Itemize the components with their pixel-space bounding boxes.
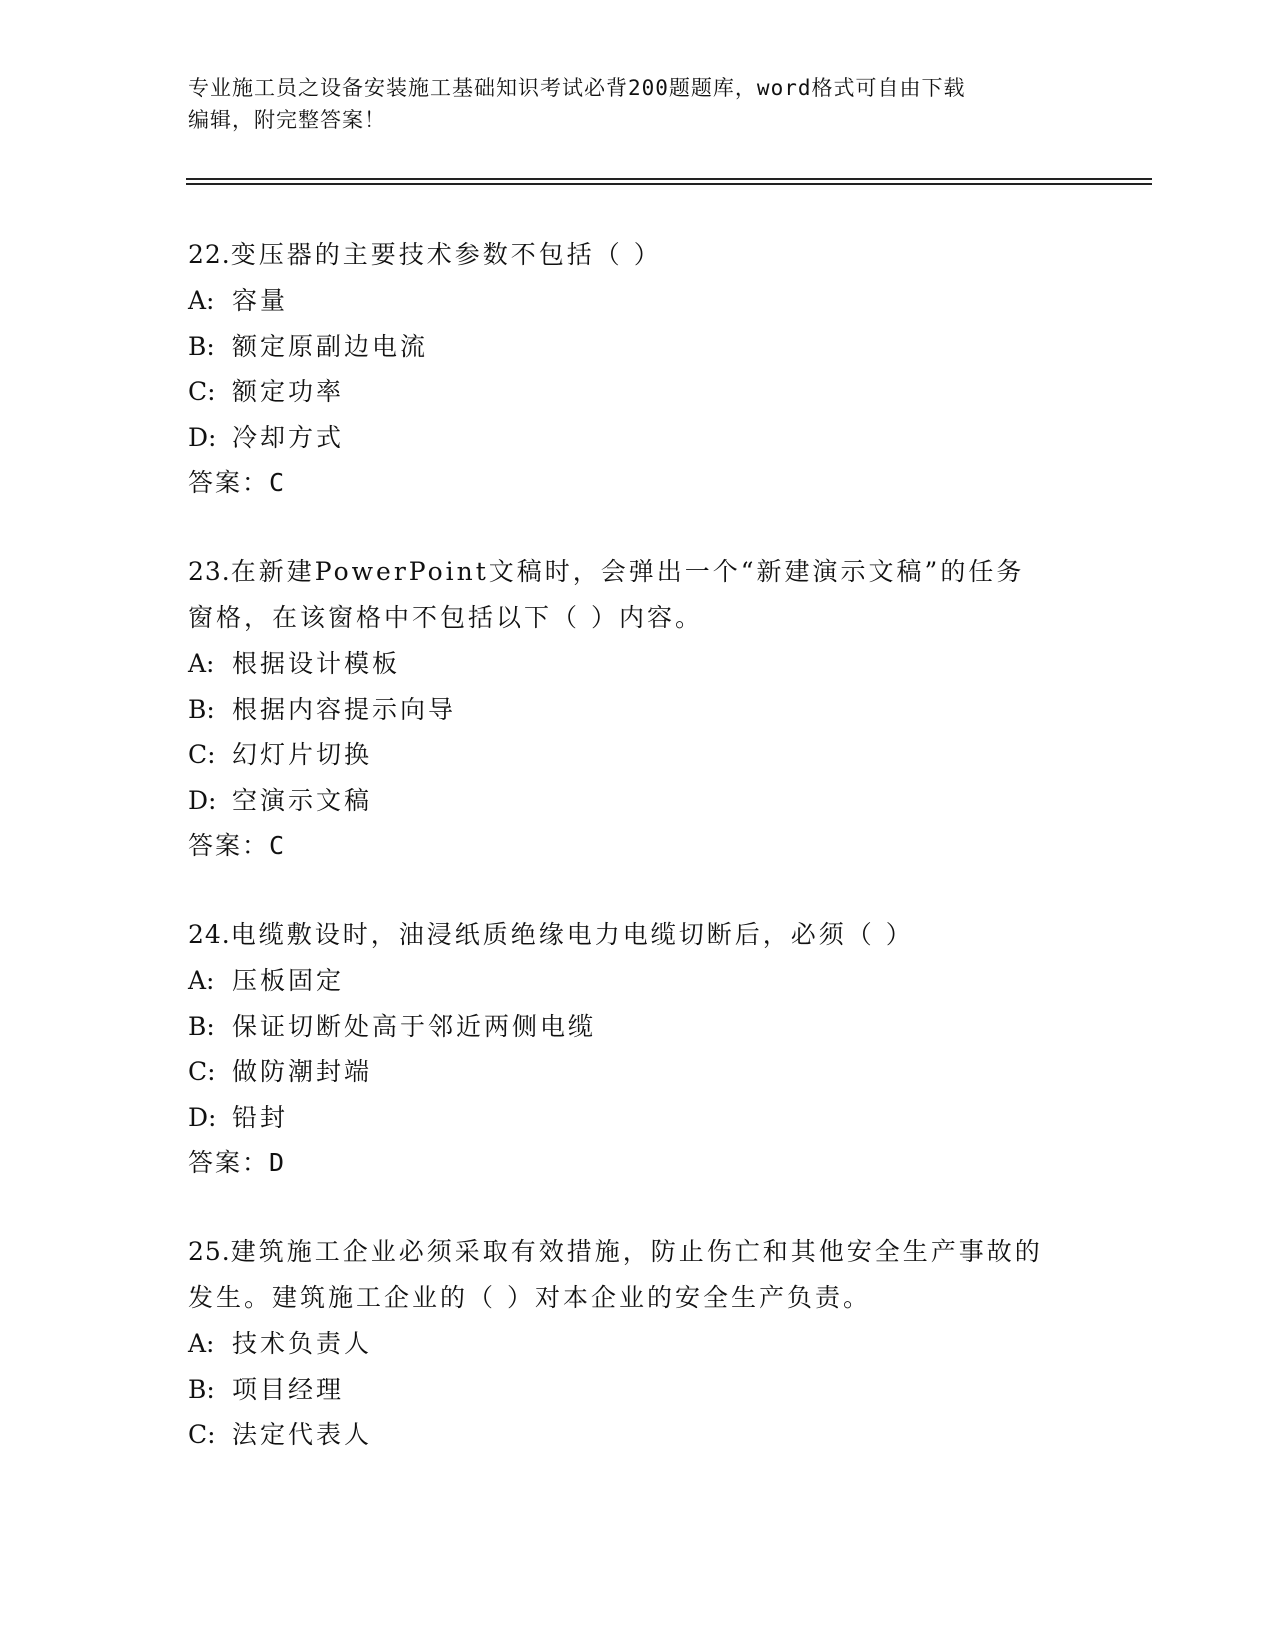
option-item [188,732,1088,778]
option-item [188,369,1088,415]
question-item [188,549,1088,868]
option-text: 法定代表人 [232,1420,373,1449]
question-stem-text: 建筑施工企业必须采取有效措施，防止伤亡和其他安全生产事故的 [230,1237,1043,1266]
question-item [188,1229,1088,1458]
option-text: 根据内容提示向导 [232,694,457,724]
question-item [188,912,1088,1185]
answer-value: D [269,1148,287,1177]
answer-line [188,823,1088,868]
option-text: 冷却方式 [232,422,345,452]
question-stem-line [188,595,1088,641]
header-line-1: 专业施工员之设备安装施工基础知识考试必背200题题库，word格式可自由下载 [188,76,966,100]
option-item [188,641,1088,687]
option-text: 空演示文稿 [232,785,373,815]
option-text: 容量 [232,286,289,315]
option-text: 额定功率 [232,377,345,406]
option-item [188,1095,1088,1141]
question-item [188,232,1088,505]
question-stem-line [188,1229,1088,1275]
question-stem-text: 在新建PowerPoint文稿时，会弹出一个“新建演示文稿”的任务 [230,557,1025,586]
question-stem-line [188,232,1088,278]
option-item [188,278,1088,324]
option-item [188,1412,1088,1458]
option-text: 铅封 [232,1102,289,1132]
option-item [188,1367,1088,1413]
header-divider-top [186,178,1152,180]
answer-value: C [269,468,287,497]
option-letter: D: [188,422,217,452]
option-letter: B: [188,1374,215,1404]
option-letter: D: [188,785,217,815]
option-letter: B: [188,1011,215,1041]
option-text: 项目经理 [232,1374,345,1404]
option-letter: C: [188,377,216,406]
question-stem-text: 电缆敷设时，油浸纸质绝缘电力电缆切断后，必须（ ） [230,920,914,949]
answer-line [188,1140,1088,1185]
option-text: 保证切断处高于邻近两侧电缆 [232,1011,597,1041]
option-text: 技术负责人 [232,1329,373,1358]
option-letter: C: [188,1057,216,1086]
option-text: 做防潮封端 [232,1057,373,1086]
option-text: 根据设计模板 [232,649,401,678]
question-stem-line [188,549,1088,595]
question-number: 22. [188,240,231,269]
option-letter: A: [188,1329,215,1358]
option-item [188,958,1088,1004]
answer-value: C [269,831,287,860]
document-header [188,72,1068,136]
question-stem-line [188,1275,1088,1321]
question-number: 24. [188,920,231,949]
header-divider-bottom [186,183,1152,185]
option-item [188,778,1088,824]
option-letter: B: [188,694,215,724]
option-item [188,687,1088,733]
option-item [188,1049,1088,1095]
option-item [188,415,1088,461]
question-list [188,232,1088,1502]
header-line-2: 编辑，附完整答案！ [188,108,386,132]
question-number: 25. [188,1237,231,1266]
option-letter: D: [188,1102,217,1132]
option-item [188,1321,1088,1367]
question-stem-line [188,912,1088,958]
answer-label: 答案： [188,1148,270,1177]
option-item [188,1004,1088,1050]
option-letter: A: [188,286,215,315]
option-letter: C: [188,740,216,769]
option-letter: A: [188,649,215,678]
option-letter: A: [188,966,215,995]
option-letter: C: [188,1420,216,1449]
option-item [188,324,1088,370]
answer-label: 答案： [188,831,270,860]
option-text: 幻灯片切换 [232,740,373,769]
answer-line [188,460,1088,505]
question-stem-text: 窗格，在该窗格中不包括以下（ ）内容。 [188,603,703,632]
question-stem-text: 变压器的主要技术参数不包括（ ） [230,240,662,269]
option-text: 压板固定 [232,966,345,995]
option-text: 额定原副边电流 [232,331,429,361]
answer-label: 答案： [188,468,270,497]
option-letter: B: [188,331,215,361]
question-stem-text: 发生。建筑施工企业的（ ）对本企业的安全生产负责。 [188,1283,871,1312]
question-number: 23. [188,557,231,586]
